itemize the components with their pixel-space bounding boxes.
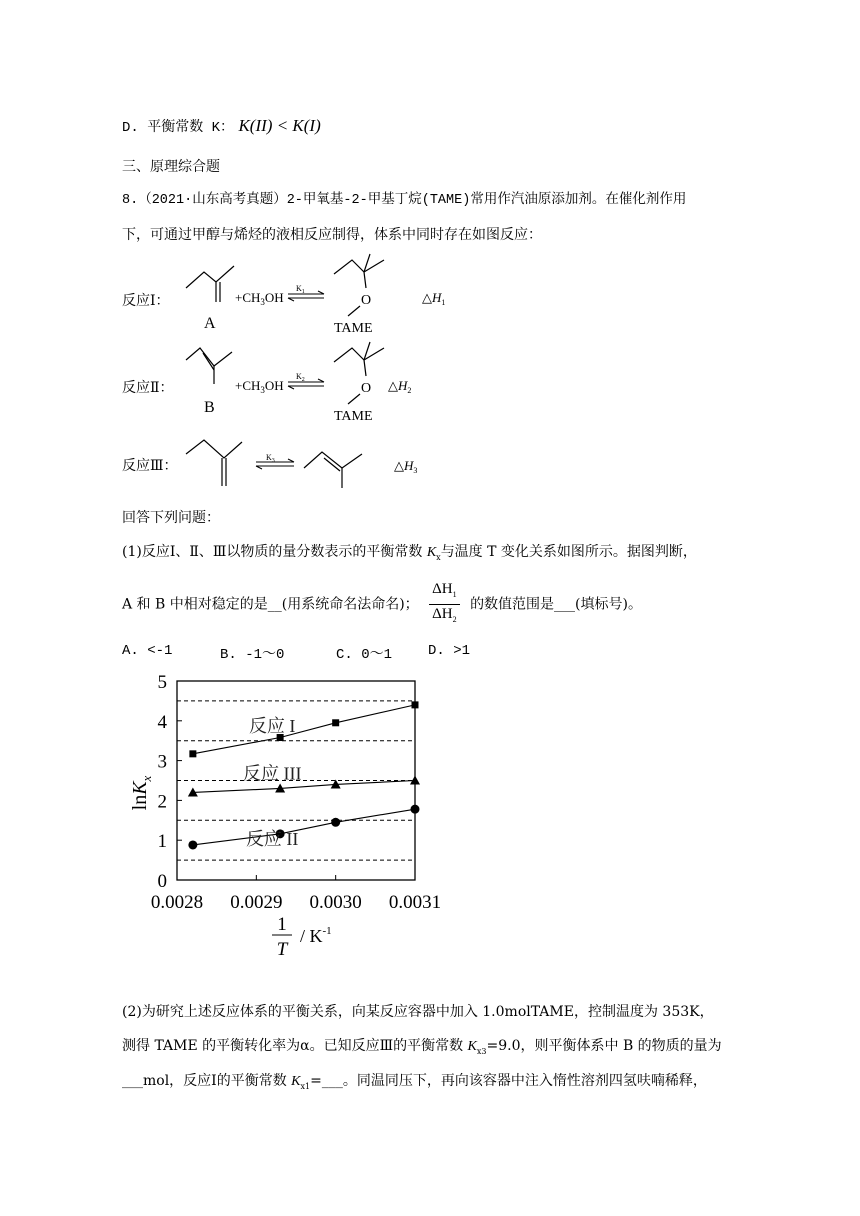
reaction-1-scheme: [180, 250, 480, 345]
option-d-prefix: D. 平衡常数 K：: [122, 120, 235, 136]
compound-a-name: A: [204, 315, 216, 332]
y-tick-label-1: 1: [157, 831, 167, 853]
x-axis-label-unit: / $K^{-1}$: [300, 925, 332, 946]
x-tick-label-0: 0.0028: [150, 892, 204, 913]
x-axis-label-denominator: T: [276, 939, 288, 960]
part-1-line-2: A 和 B 中相对稳定的是__(用系统命名法命名)； $\frac{\Delta H_1}{\Delta H_2}$ 的数值范围是___(填标号)。: [122, 580, 642, 629]
part-2-line-1: (2)为研究上述反应体系的平衡关系，向某反应容器中加入 1.0molTAME，控制温度为 353K，: [122, 1004, 714, 1020]
data-point-circle: [331, 818, 340, 827]
data-point-circle: [188, 840, 197, 849]
series-label-0: 反应 I: [248, 715, 296, 736]
x-tick-label-1: 0.0029: [230, 892, 283, 913]
reaction-1-label: 反应Ⅰ：: [122, 293, 170, 309]
tame-structure-2: [334, 348, 384, 362]
svg-text:O: O: [361, 293, 372, 308]
option-d-expression: K(II) < K(I): [238, 116, 321, 135]
y-axis-label: lnK$_x$: [129, 775, 154, 811]
reagent-methanol: $+CH_3OH$: [235, 290, 284, 307]
equilibrium-constant-k1: $K_1$: [296, 284, 305, 295]
x-tick-label-3: 0.0031: [388, 892, 442, 913]
y-tick-label-4: 4: [157, 711, 167, 733]
series-label-2: 反应 II: [245, 828, 299, 849]
reaction-2-label: 反应Ⅱ：: [122, 380, 174, 396]
x-axis-label-numerator: 1: [277, 914, 287, 935]
data-point-square: [332, 719, 339, 726]
series-label-1: 反应 III: [242, 763, 302, 784]
reaction-3-label: 反应Ⅲ：: [122, 458, 178, 474]
question-8-line-1: 8.（2021·山东高考真题）2-甲氧基-2-甲基丁烷(TAME)常用作汽油原添加剂。在催化剂作用: [122, 193, 687, 208]
choice-b: B. -1～0: [220, 647, 285, 663]
reagent-methanol-2: $+CH_3OH$: [235, 378, 284, 395]
choice-a: A. <-1: [122, 643, 173, 659]
y-tick-label-0: 0: [157, 871, 167, 892]
y-tick-label-5: 5: [157, 672, 167, 693]
equilibrium-constant-k2: $K_2$: [296, 372, 305, 383]
answer-prompt: 回答下列问题：: [122, 510, 220, 526]
choice-d: D. >1: [428, 643, 471, 659]
data-point-square: [412, 701, 419, 708]
y-tick-label-2: 2: [157, 791, 167, 813]
alkene-a-structure: [186, 266, 234, 288]
part-1-line-1: (1)反应Ⅰ、Ⅱ、Ⅲ以物质的量分数表示的平衡常数 $K_x$与温度 T 变化关系如图所示。据图判断，: [122, 544, 697, 562]
delta-h-ratio: $\frac{\Delta H_1}{\Delta H_2}$: [429, 580, 459, 629]
section-title: 三、原理综合题: [122, 159, 220, 175]
delta-h3: $\triangle H_3$: [394, 458, 418, 475]
delta-h2: $\triangle H_2$: [388, 378, 412, 395]
equilibrium-constant-k3: $K_3$: [266, 453, 275, 464]
reaction-2-scheme: [180, 338, 480, 433]
series-line-1: [193, 781, 415, 793]
lnkx-vs-inverse-temperature-chart: [110, 665, 450, 965]
tame-label-2: TAME: [334, 409, 373, 424]
y-tick-label-3: 3: [157, 751, 167, 773]
series-line-0: [193, 705, 415, 754]
series-line-2: [193, 809, 415, 845]
tame-structure: [334, 260, 384, 274]
delta-h1: $\triangle H_1$: [422, 290, 446, 307]
reaction-3-scheme: [180, 430, 480, 495]
option-d-line: [122, 116, 321, 138]
svg-text:O: O: [361, 381, 372, 396]
compound-b-name: B: [204, 399, 215, 416]
question-8-line-2: 下，可通过甲醇与烯烃的液相反应制得，体系中同时存在如图反应：: [122, 227, 542, 243]
data-point-square: [189, 750, 196, 757]
tame-label: TAME: [334, 321, 373, 336]
choice-c: C. 0～1: [336, 647, 393, 663]
part-2-line-2: 测得 TAME 的平衡转化率为α。已知反应Ⅲ的平衡常数 $K_{x3}=9.0$，则平衡体系中 B 的物质的量为: [122, 1038, 722, 1056]
data-point-circle: [411, 805, 420, 814]
part-2-line-3: ___mol，反应Ⅰ的平衡常数 $K_{x1}=\_\_\_$。同温同压下，再向该容器中注入惰性溶剂四氢呋喃稀释，: [122, 1073, 707, 1091]
x-tick-label-2: 0.0030: [309, 892, 362, 913]
